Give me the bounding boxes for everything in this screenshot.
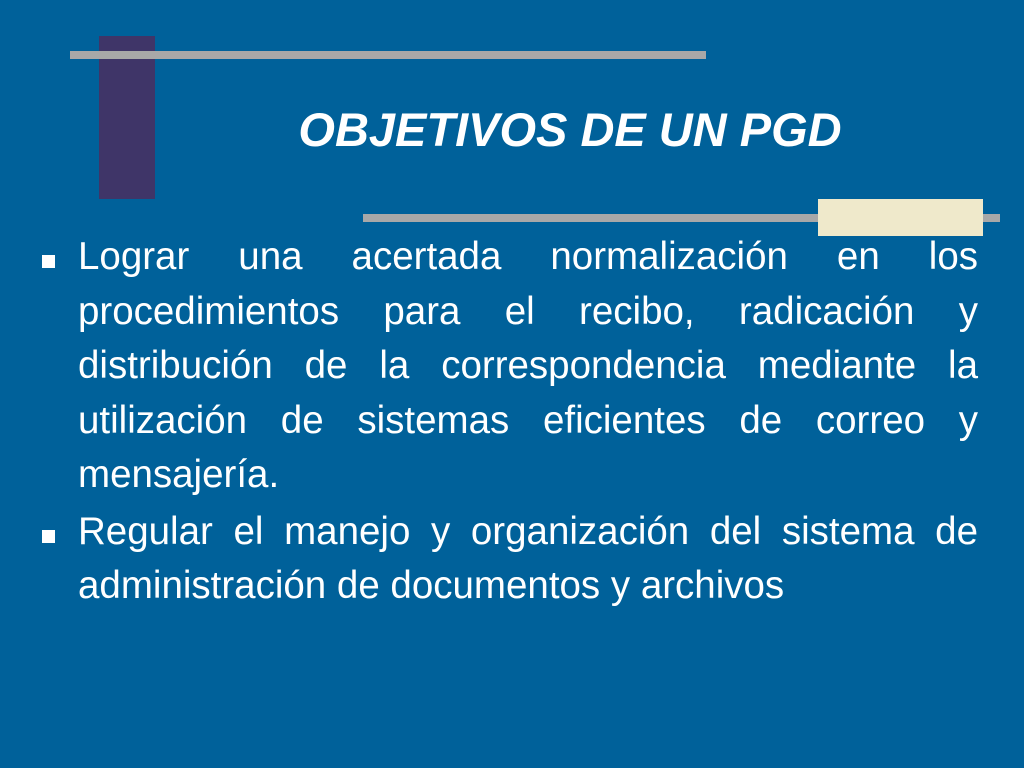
square-bullet-icon	[42, 255, 55, 268]
bullet-text: Lograr una acertada normalización en los procedimientos para el recibo, radicación y distribución de la correspondencia mediante la utilización de sistemas eficientes de correo y mensajería.	[78, 235, 978, 496]
decorative-purple-block	[99, 36, 155, 199]
bullet-item	[36, 230, 978, 503]
square-bullet-icon	[42, 530, 55, 543]
bullet-text: Regular el manejo y organización del sistema de administración de documentos y archivos	[78, 509, 978, 607]
bullet-item	[36, 505, 978, 614]
decorative-top-line	[70, 51, 706, 59]
bullet-list	[36, 230, 978, 616]
slide-title: OBJETIVOS DE UN PGD	[298, 103, 842, 156]
